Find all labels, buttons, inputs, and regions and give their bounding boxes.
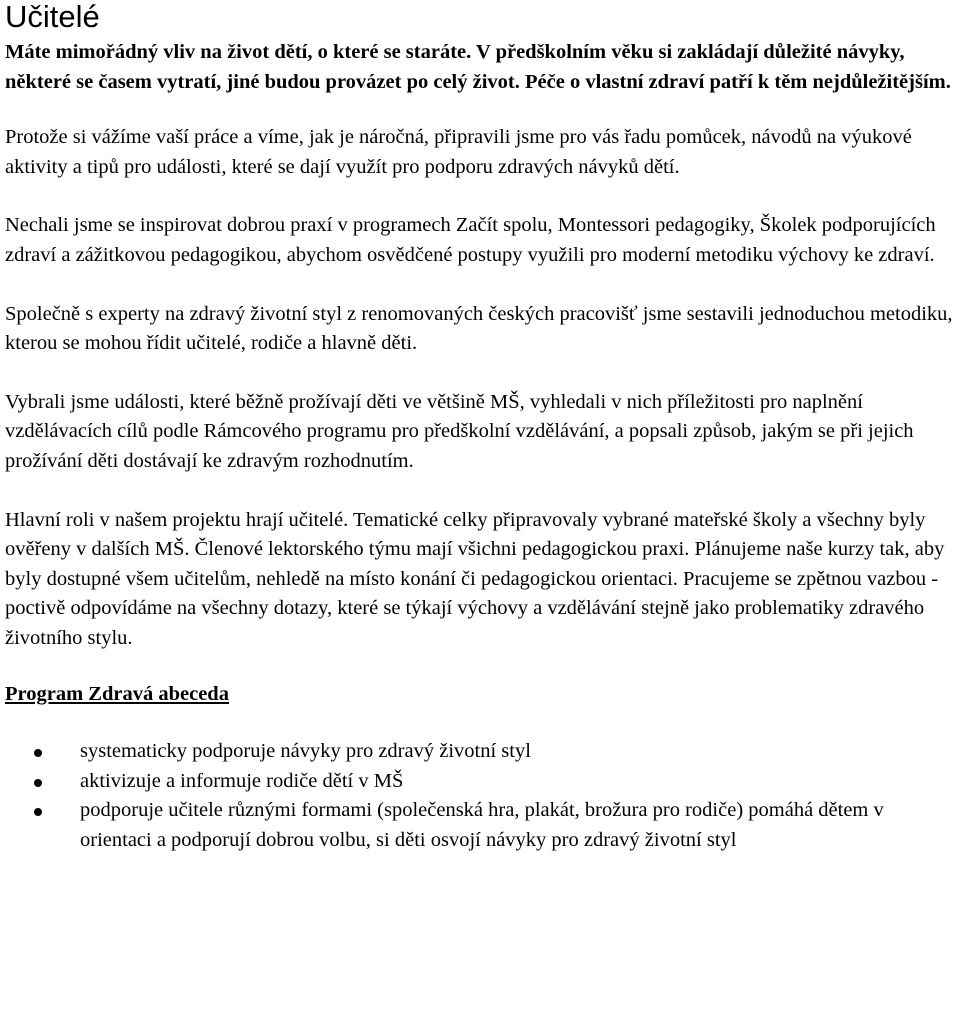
bullet-icon (34, 779, 42, 787)
list-item-text: aktivizuje a informuje rodiče dětí v MŠ (80, 769, 404, 792)
page-title: Učitelé (5, 0, 100, 34)
paragraph: Vybrali jsme události, které běžně prožívají děti ve většině MŠ, vyhledali v nich příležitosti pro naplnění vzdělávacích cílů podle Rámcového programu pro předškolní vzdělávání, a popsali způsob, jakým se při jejich prožívání děti dostávají ke zdravým rozhodnutím. (5, 390, 914, 472)
paragraph: Protože si vážíme vaší práce a víme, jak je náročná, připravili jsme pro vás řadu pomůcek, návodů na výukové aktivity a tipů pro události, které se dají využít pro podporu zdravých návyků dětí. (5, 126, 912, 178)
list-item (80, 796, 955, 855)
paragraph: Nechali jsme se inspirovat dobrou praxí v programech Začít spolu, Montessori pedagogiky, Školek podporujících zdraví a zážitkovou pedagogikou, abychom osvědčené postupy využili pro moderní metodiku výchovy ke zdraví. (5, 214, 936, 266)
list-item-text: podporuje učitele různými formami (společenská hra, plakát, brožura pro rodiče) pomáhá dětem v orientaci a podporují dobrou volbu, si děti osvojí návyky pro zdravý životní styl (80, 799, 884, 851)
bullet-icon (34, 808, 42, 816)
list-item-text: systematicky podporuje návyky pro zdravý životní styl (80, 740, 531, 763)
list-item (80, 737, 955, 767)
list-item (80, 767, 955, 797)
program-benefits-list (5, 737, 955, 855)
paragraph: Hlavní roli v našem projektu hrají učitelé. Tematické celky připravovaly vybrané mateřské školy a všechny byly ověřeny v dalších MŠ. Členové lektorského týmu mají všichni pedagogickou praxi. Plánujeme naše kurzy tak, aby byly dostupné všem učitelům, nehledě na místo konání či pedagogickou orientaci. Pracujeme se zpětnou vazbou - poctivě odpovídáme na všechny dotazy, které se týkají výchovy a vzdělávání stejně jako problematiky zdravého životního stylu. (5, 508, 945, 649)
section-heading: Program Zdravá abeceda (5, 682, 229, 705)
paragraph: Společně s experty na zdravý životní styl z renomovaných českých pracovišť jsme sestavili jednoduchou metodiku, kterou se mohou řídit učitelé, rodiče a hlavně děti. (5, 302, 953, 355)
bullet-icon (34, 749, 42, 757)
lead-paragraph: Máte mimořádný vliv na život dětí, o které se staráte. V předškolním věku si zakládají důležité návyky, některé se časem vytratí, jiné budou provázet po celý život. Péče o vlastní zdraví patří k těm nejdůležitějším. (5, 41, 951, 93)
